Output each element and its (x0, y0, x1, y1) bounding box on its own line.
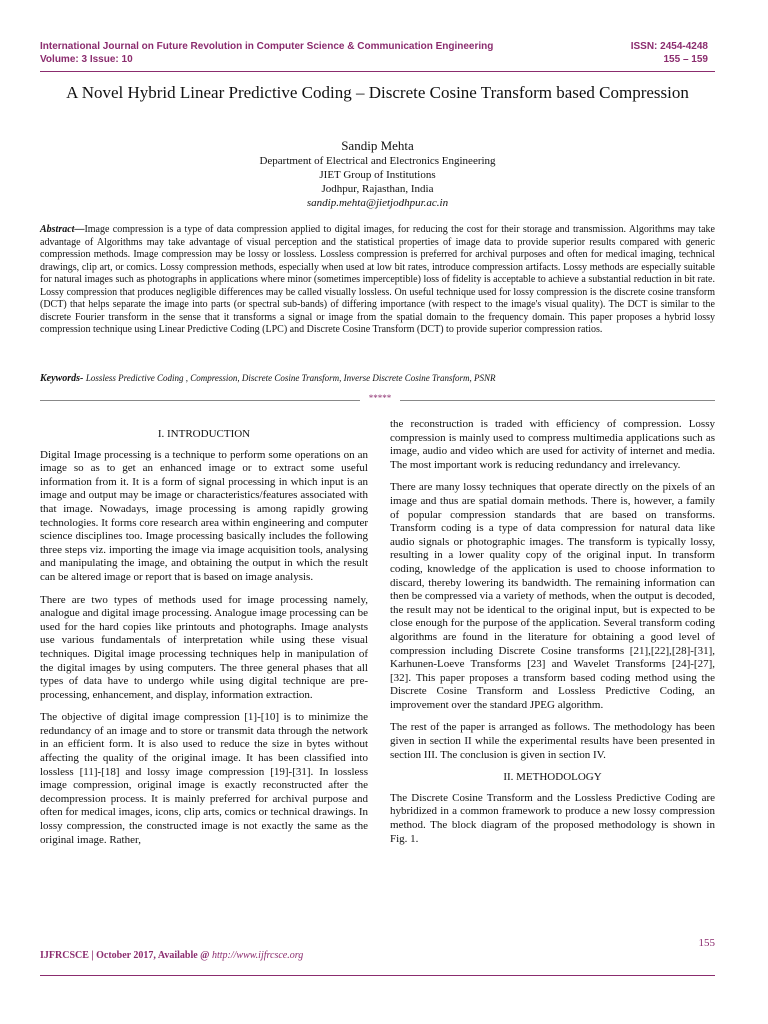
abstract (40, 224, 715, 337)
paragraph: The rest of the paper is arranged as follows. The methodology has been given in section II while the experimental results have been presented in section III. The conclusion is given in section IV. (390, 721, 715, 761)
paragraph: The Discrete Cosine Transform and the Lossless Predictive Coding are hybridized in a common framework to produce a new lossy compression method. The block diagram of the proposed methodology is shown in Fig. 1. (390, 791, 715, 845)
paragraph: the reconstruction is traded with efficiency of compression. Lossy compression is mainly used to compress multimedia applications such as image, audio and video which are used for activity of internet and media. The most important work is reducing redundancy and irrelevancy. (390, 418, 715, 471)
journal-header (40, 40, 493, 66)
journal-volume: Volume: 3 Issue: 10 (40, 54, 133, 65)
paragraph: There are many lossy techniques that operate directly on the pixels of an image and thus are spatial domain methods. There is, however, a family of popular compression standards that are based on transforms. Transform coding is a type of data compression for natural data like audio signals or photographic images. The transform is typically lossy, resulting in a lower quality copy of the original input. In transform coding, knowledge of the application is used to choose information to discard, thereby lowering its bandwidth. The remaining information can then be compressed via a variety of methods, when the output is decoded, the result may not be identical to the original input, but is expected to be close enough for the purpose of the application. Several transform coding algorithms are found in the literature for obtaining a good level of compression including Discrete Cosine transforms [21],[22],[28]-[31], Karhunen-Loeve Transforms [23] and Wavelet Transforms [24]-[27],[32]. This paper proposes a transform based coding method using the Discrete Cosine Transform and Lossless Predictive Coding, an improvement over the standard JPEG algorithm. (390, 481, 715, 711)
footer (40, 950, 303, 961)
keywords-label: Keywords- (40, 373, 84, 384)
keywords-text: Lossless Predictive Coding , Compression, Discrete Cosine Transform, Inverse Discrete Cosine Transform, PSNR (85, 373, 496, 383)
paragraph: There are two types of methods used for image processing namely, analogue and digital image processing. Analogue image processing can be used for the hard copies like printouts and photographs. Image analysts use various fundamentals of interpretation while using these visual techniques. Digital image processing techniques help in manipulation of the digital images by using computers. The three general phases that all types of data have to undergo while using digital technique are pre-processing, enhancement, and display, information extraction. (40, 593, 368, 701)
author-location: Jodhpur, Rajasthan, India (321, 183, 434, 195)
abstract-label: Abstract— (40, 224, 85, 235)
paragraph: The objective of digital image compression [1]-[10] is to minimize the redundancy of an image and to store or transmit data through the network in an efficient form. It is also used to reduce the size in bytes without affecting the quality of the original image. It has been classified into lossless [11]-[18] and lossy image compression [19]-[31]. In lossless image compression, original image is exactly reconstructed after the decompression process. It is mainly preferred for archival purpose and often for medical images, icons, clip arts, comics or technical drawings. In lossy compression, the constructed image is not exactly the same as the original image. Rather, (40, 711, 368, 846)
footer-rule (40, 975, 715, 976)
journal-issn: ISSN: 2454-4248 (630, 41, 708, 52)
footer-text: IJFRCSCE | October 2017, Available @ (40, 950, 212, 961)
left-column (40, 428, 368, 856)
page-number: 155 (698, 937, 715, 949)
journal-issn-block (631, 40, 708, 66)
section-heading-methodology: II. METHODOLOGY (503, 771, 602, 784)
right-column (390, 418, 715, 855)
divider-stars: ***** (360, 393, 400, 403)
section-heading-introduction: I. INTRODUCTION (157, 428, 251, 440)
author-department: Department of Electrical and Electronics Engineering (259, 155, 496, 167)
author-institution: JIET Group of Institutions (319, 169, 436, 181)
header-rule (40, 71, 715, 72)
keywords (40, 373, 715, 384)
abstract-text: Image compression is a type of data compression applied to digital images, for reducing the cost for their storage and transmission. Algorithms may take advantage of Algorithms may take advantage of visual perception and the statistical properties of image data to provide superior results compared with generic compression methods. Image compression may be lossy or lossless. Lossless compression is preferred for archival purposes and often for medical imaging, technical drawings, clip art, or comics. Lossy compression methods, especially when used at low bit rates, introduce compression artifacts. Lossy methods are especially suitable for natural images such as photographs in applications where minor (sometimes imperceptible) loss of fidelity is acceptable to achieve a substantial reduction in bit rate. Lossy compression that produces negligible differences may be called visually lossless. On useful technique used for lossy compression is the discrete cosine transform (DCT) that helps separate the image into parts (or spectral sub-bands) of differing importance (with respect to the image's visual quality). The DCT is similar to the discrete Fourier transform in the sense that it transforms a signal or image from the spatial domain to the frequency domain. This paper proposes a hybrid lossy compression technique using Linear Predictive Coding (LPC) and Discrete Cosine Transform (DCT) to provide superior compression ratios. (40, 224, 715, 335)
author-name: Sandip Mehta (341, 138, 414, 153)
journal-name: International Journal on Future Revolution in Computer Science & Communication Engineering (40, 41, 494, 52)
footer-url-link[interactable]: http://www.ijfrcsce.org (211, 950, 304, 961)
journal-pages: 155 – 159 (663, 54, 708, 65)
paper-title: A Novel Hybrid Linear Predictive Coding – Discrete Cosine Transform based Compression (66, 83, 689, 102)
paragraph: Digital Image processing is a technique to perform some operations on an image so as to get an enhanced image or to extract some useful information from it. It is a form of signal processing in which input is an image and output may be image or characteristics/features associated with that image. Nowadays, image processing is among rapidly growing technologies. It forms core research area within engineering and computer science disciplines too. Image processing basically includes the following three steps viz. importing the image via image acquisition tools, analysing and manipulating the image, and obtaining the output in which the result can be altered image or report that is based on image analysis. (40, 448, 368, 583)
author-email: sandip.mehta@jietjodhpur.ac.in (306, 197, 449, 209)
